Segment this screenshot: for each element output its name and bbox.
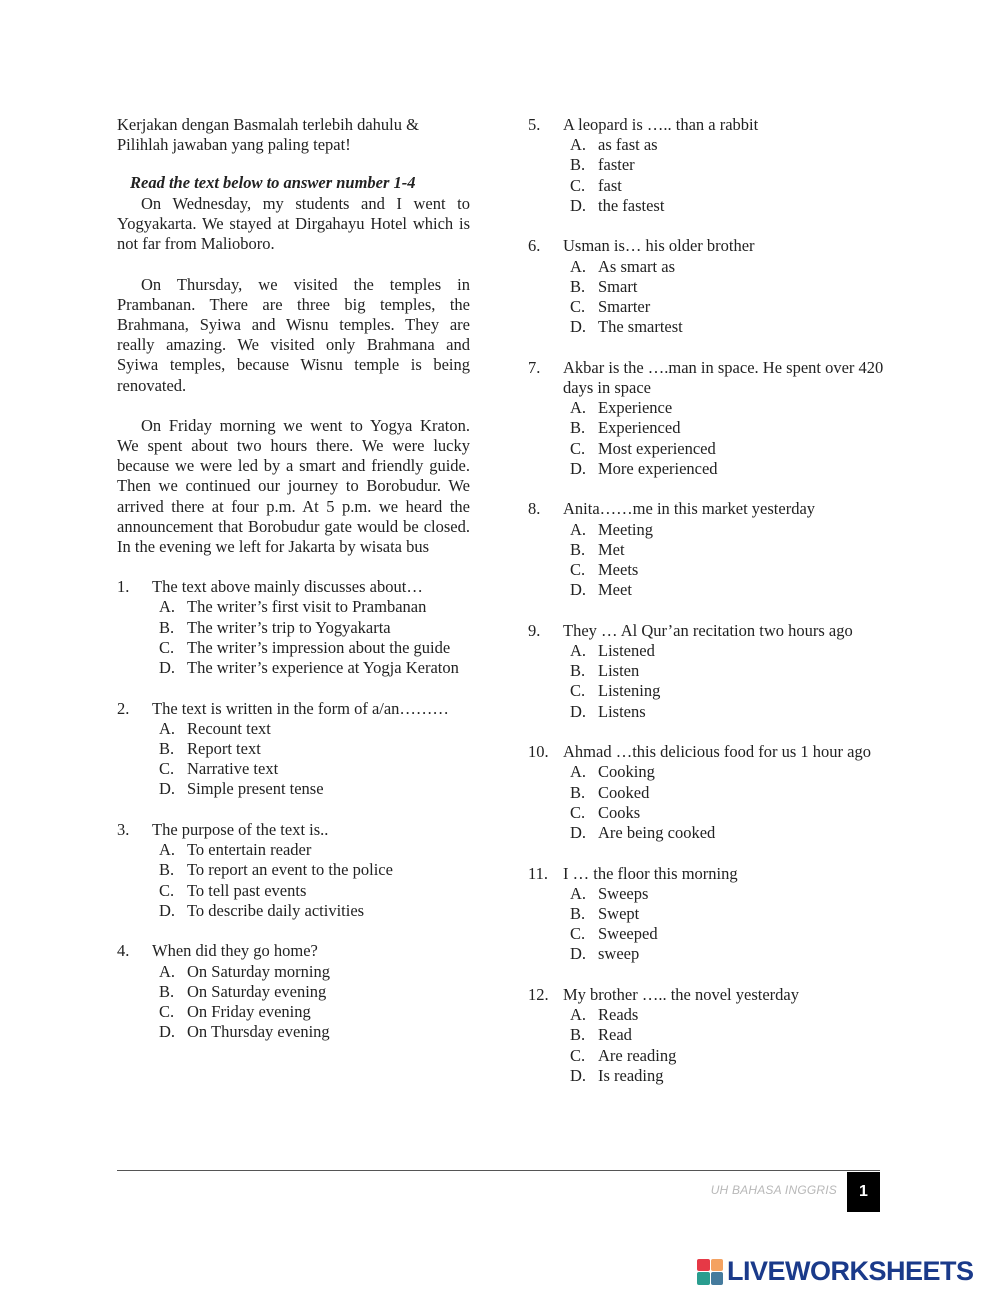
option-text: Experience [598, 398, 673, 418]
option-text: sweep [598, 944, 640, 964]
question-number: 9. [528, 620, 541, 640]
option-text: Report text [187, 739, 261, 759]
question-5 [528, 115, 888, 216]
option-letter: B. [570, 782, 586, 802]
left-column [117, 115, 470, 1063]
answer-option[interactable] [528, 560, 888, 580]
option-letter: C. [570, 297, 586, 317]
option-text: Meeting [598, 519, 653, 539]
question-number: 1. [117, 577, 130, 597]
option-letter: C. [159, 759, 175, 779]
option-text: To report an event to the police [187, 860, 393, 880]
option-text: On Thursday evening [187, 1022, 330, 1042]
answer-option[interactable] [528, 661, 888, 681]
option-letter: C. [570, 924, 586, 944]
footer-label: UH BAHASA INGGRIS [710, 1183, 837, 1197]
option-letter: A. [570, 641, 587, 661]
option-text: The writer’s trip to Yogyakarta [187, 617, 391, 637]
option-text: Swept [598, 904, 640, 924]
answer-options [117, 962, 470, 1043]
question-text: The purpose of the text is.. [152, 820, 329, 840]
option-text: On Saturday evening [187, 981, 327, 1001]
logo-square [711, 1272, 724, 1285]
answer-option[interactable] [117, 779, 470, 799]
answer-option[interactable] [528, 641, 888, 661]
answer-option[interactable] [528, 803, 888, 823]
option-letter: C. [159, 637, 175, 657]
question-stem [528, 742, 888, 762]
question-number: 7. [528, 357, 541, 377]
answer-option[interactable] [117, 860, 470, 880]
answer-option[interactable] [528, 884, 888, 904]
logo-square [711, 1259, 724, 1272]
questions-list-left [117, 577, 470, 1042]
option-letter: A. [570, 883, 587, 903]
question-stem [528, 236, 888, 256]
question-number: 3. [117, 820, 130, 840]
answer-options [528, 884, 888, 965]
answer-option[interactable] [528, 540, 888, 560]
question-text: They … Al Qur’an recitation two hours ago [563, 620, 853, 640]
question-number: 12. [528, 985, 549, 1005]
answer-option[interactable] [117, 618, 470, 638]
option-text: The writer’s first visit to Prambanan [187, 597, 427, 617]
answer-option[interactable] [528, 783, 888, 803]
option-text: The smartest [598, 317, 683, 337]
option-text: The writer’s experience at Yogja Keraton [187, 658, 459, 678]
answer-options [528, 520, 888, 601]
answer-option[interactable] [528, 762, 888, 782]
answer-option[interactable] [528, 580, 888, 600]
question-6 [528, 236, 888, 337]
answer-option[interactable] [117, 881, 470, 901]
option-letter: D. [159, 900, 176, 920]
option-text: Recount text [187, 718, 271, 738]
answer-option[interactable] [528, 176, 888, 196]
answer-option[interactable] [528, 520, 888, 540]
option-letter: D. [570, 701, 587, 721]
answer-options [528, 257, 888, 338]
reading-paragraph-1: On Wednesday, my students and I went to Yogyakarta. We stayed at Dirgahayu Hotel which is not far from Malioboro. [117, 194, 470, 254]
answer-option[interactable] [528, 1066, 888, 1086]
answer-option[interactable] [117, 962, 470, 982]
answer-option[interactable] [528, 681, 888, 701]
answer-option[interactable] [117, 719, 470, 739]
liveworksheets-logo[interactable] [697, 1256, 974, 1287]
option-text: Sweeped [598, 924, 658, 944]
answer-option[interactable] [528, 459, 888, 479]
question-3 [117, 820, 470, 921]
answer-option[interactable] [117, 901, 470, 921]
question-stem [528, 499, 888, 519]
option-letter: C. [570, 175, 586, 195]
reading-paragraph-2: On Thursday, we visited the temples in Prambanan. There are three big temples, the Brahmana, Syiwa and Wisnu temples. They are really amazing. We visited only Brahmana and Syiwa temples, because Wisnu temple is being renovated. [117, 274, 470, 395]
option-text: Cooks [598, 802, 641, 822]
question-stem [117, 820, 470, 840]
option-text: Sweeps [598, 883, 649, 903]
answer-option[interactable] [528, 257, 888, 277]
option-text: Listens [598, 701, 646, 721]
answer-option[interactable] [117, 739, 470, 759]
option-letter: D. [570, 458, 587, 478]
logo-square [697, 1259, 710, 1272]
option-letter: C. [570, 802, 586, 822]
option-letter: C. [570, 681, 586, 701]
question-2 [117, 699, 470, 800]
answer-option[interactable] [117, 759, 470, 779]
question-7 [528, 358, 888, 479]
option-text: fast [598, 175, 622, 195]
option-letter: B. [570, 661, 586, 681]
question-11 [528, 864, 888, 965]
option-letter: D. [570, 317, 587, 337]
option-letter: B. [159, 739, 175, 759]
answer-option[interactable] [528, 904, 888, 924]
page-number: 1 [847, 1172, 880, 1212]
option-text: To describe daily activities [187, 900, 365, 920]
option-text: Smart [598, 276, 638, 296]
question-stem [117, 941, 470, 961]
option-letter: D. [159, 658, 176, 678]
option-text: As smart as [598, 256, 675, 276]
question-4 [117, 941, 470, 1042]
answer-option[interactable] [117, 840, 470, 860]
option-letter: A. [570, 398, 587, 418]
option-text: Are reading [598, 1045, 677, 1065]
question-10 [528, 742, 888, 843]
option-letter: D. [570, 1065, 587, 1085]
question-stem [528, 115, 888, 135]
answer-option[interactable] [528, 155, 888, 175]
question-stem [528, 864, 888, 884]
option-letter: A. [570, 135, 587, 155]
option-letter: B. [570, 1025, 586, 1045]
option-text: Smarter [598, 297, 651, 317]
option-text: the fastest [598, 195, 665, 215]
question-text: Ahmad …this delicious food for us 1 hour ago [563, 742, 871, 762]
option-letter: A. [159, 961, 176, 981]
question-text: When did they go home? [152, 941, 318, 961]
question-stem [117, 699, 470, 719]
logo-text: LIVEWORKSHEETS [727, 1256, 974, 1286]
question-8 [528, 499, 888, 600]
answer-option[interactable] [528, 944, 888, 964]
answer-options [528, 641, 888, 722]
option-letter: D. [570, 944, 587, 964]
question-stem [528, 358, 888, 398]
option-letter: C. [159, 880, 175, 900]
reading-paragraph-3: On Friday morning we went to Yogya Kraton. We spent about two hours there. We were lucky because we were led by a smart and friendly guide. Then we continued our journey to Borobudur. We arrived there at four p.m. At 5 p.m. we heard the announcement that Borobudur gate would be closed. In the evening we left for Jakarta by wisata bus [117, 415, 470, 557]
option-text: Reads [598, 1005, 639, 1025]
option-text: The writer’s impression about the guide [187, 637, 451, 657]
question-text: Akbar is the ….man in space. He spent over 420 days in space [563, 357, 884, 398]
option-text: Most experienced [598, 438, 716, 458]
option-text: Meet [598, 580, 632, 600]
answer-option[interactable] [528, 196, 888, 216]
liveworksheets-logo-icon [697, 1259, 723, 1285]
option-letter: B. [570, 276, 586, 296]
right-column [528, 115, 888, 1106]
answer-option[interactable] [117, 658, 470, 678]
option-text: Cooked [598, 782, 650, 802]
footer-divider [117, 1170, 880, 1171]
option-text: To tell past events [187, 880, 307, 900]
option-letter: A. [159, 597, 176, 617]
option-text: Simple present tense [187, 779, 324, 799]
option-letter: A. [159, 718, 176, 738]
question-number: 5. [528, 115, 541, 134]
option-text: Experienced [598, 418, 681, 438]
question-number: 2. [117, 698, 130, 718]
question-number: 8. [528, 499, 541, 519]
question-12 [528, 985, 888, 1086]
answer-options [528, 1005, 888, 1086]
option-letter: B. [159, 617, 175, 637]
option-letter: B. [570, 155, 586, 175]
question-9 [528, 621, 888, 722]
option-text: Read [598, 1025, 632, 1045]
option-letter: D. [570, 195, 587, 215]
answer-option[interactable] [117, 982, 470, 1002]
answer-option[interactable] [528, 135, 888, 155]
question-number: 10. [528, 742, 549, 762]
answer-option[interactable] [528, 702, 888, 722]
answer-option[interactable] [528, 924, 888, 944]
questions-list-right [528, 115, 888, 1086]
question-number: 6. [528, 236, 541, 256]
option-letter: A. [570, 1005, 587, 1025]
question-text: My brother ….. the novel yesterday [563, 985, 799, 1005]
answer-option[interactable] [528, 418, 888, 438]
option-text: To entertain reader [187, 840, 312, 860]
answer-option[interactable] [528, 398, 888, 418]
answer-options [117, 719, 470, 800]
answer-option[interactable] [117, 597, 470, 617]
option-text: faster [598, 155, 635, 175]
answer-option[interactable] [528, 317, 888, 337]
option-text: Are being cooked [598, 823, 716, 843]
option-letter: B. [159, 981, 175, 1001]
question-text: Usman is… his older brother [563, 236, 755, 256]
answer-option[interactable] [117, 638, 470, 658]
instruction-line-1: Kerjakan dengan Basmalah terlebih dahulu & [117, 115, 419, 134]
question-stem [117, 577, 470, 597]
option-text: Meets [598, 560, 639, 580]
question-text: A leopard is ….. than a rabbit [563, 115, 759, 134]
answer-option[interactable] [117, 1002, 470, 1022]
option-letter: B. [159, 860, 175, 880]
question-text: Anita……me in this market yesterday [563, 499, 816, 519]
option-text: More experienced [598, 458, 718, 478]
option-letter: C. [570, 438, 586, 458]
option-letter: A. [570, 519, 587, 539]
option-text: Listen [598, 661, 640, 681]
answer-option[interactable] [528, 439, 888, 459]
option-letter: D. [570, 580, 587, 600]
option-letter: D. [159, 1022, 176, 1042]
logo-square [697, 1272, 710, 1285]
option-letter: A. [570, 256, 587, 276]
question-text: I … the floor this morning [563, 863, 738, 883]
answer-option[interactable] [528, 1005, 888, 1025]
option-letter: A. [159, 840, 176, 860]
option-letter: D. [570, 823, 587, 843]
option-letter: B. [570, 418, 586, 438]
option-text: On Saturday morning [187, 961, 330, 981]
answer-option[interactable] [528, 1025, 888, 1045]
question-stem [528, 621, 888, 641]
answer-option[interactable] [528, 277, 888, 297]
answer-option[interactable] [528, 823, 888, 843]
option-text: Narrative text [187, 759, 279, 779]
answer-options [528, 398, 888, 479]
option-letter: B. [570, 539, 586, 559]
instruction-line-2: Pilihlah jawaban yang paling tepat! [117, 135, 351, 154]
option-letter: D. [159, 779, 176, 799]
question-text: The text above mainly discusses about… [152, 577, 423, 597]
question-number: 11. [528, 863, 549, 883]
option-text: Met [598, 539, 625, 559]
answer-option[interactable] [528, 1046, 888, 1066]
option-letter: C. [570, 560, 586, 580]
option-letter: C. [570, 1045, 586, 1065]
answer-options [117, 840, 470, 921]
option-text: Listening [598, 681, 661, 701]
option-text: Is reading [598, 1065, 664, 1085]
answer-option[interactable] [528, 297, 888, 317]
option-letter: A. [570, 762, 587, 782]
question-number: 4. [117, 941, 130, 961]
question-stem [528, 985, 888, 1005]
answer-options [528, 135, 888, 216]
option-letter: C. [159, 1002, 175, 1022]
answer-option[interactable] [117, 1022, 470, 1042]
option-text: On Friday evening [187, 1002, 311, 1022]
option-text: Listened [598, 641, 655, 661]
answer-options [528, 762, 888, 843]
section-title: Read the text below to answer number 1-4 [130, 173, 416, 192]
option-letter: B. [570, 904, 586, 924]
answer-options [117, 597, 470, 678]
question-1 [117, 577, 470, 678]
option-text: Cooking [598, 762, 655, 782]
question-text: The text is written in the form of a/an……… [152, 698, 449, 718]
option-text: as fast as [598, 135, 658, 155]
